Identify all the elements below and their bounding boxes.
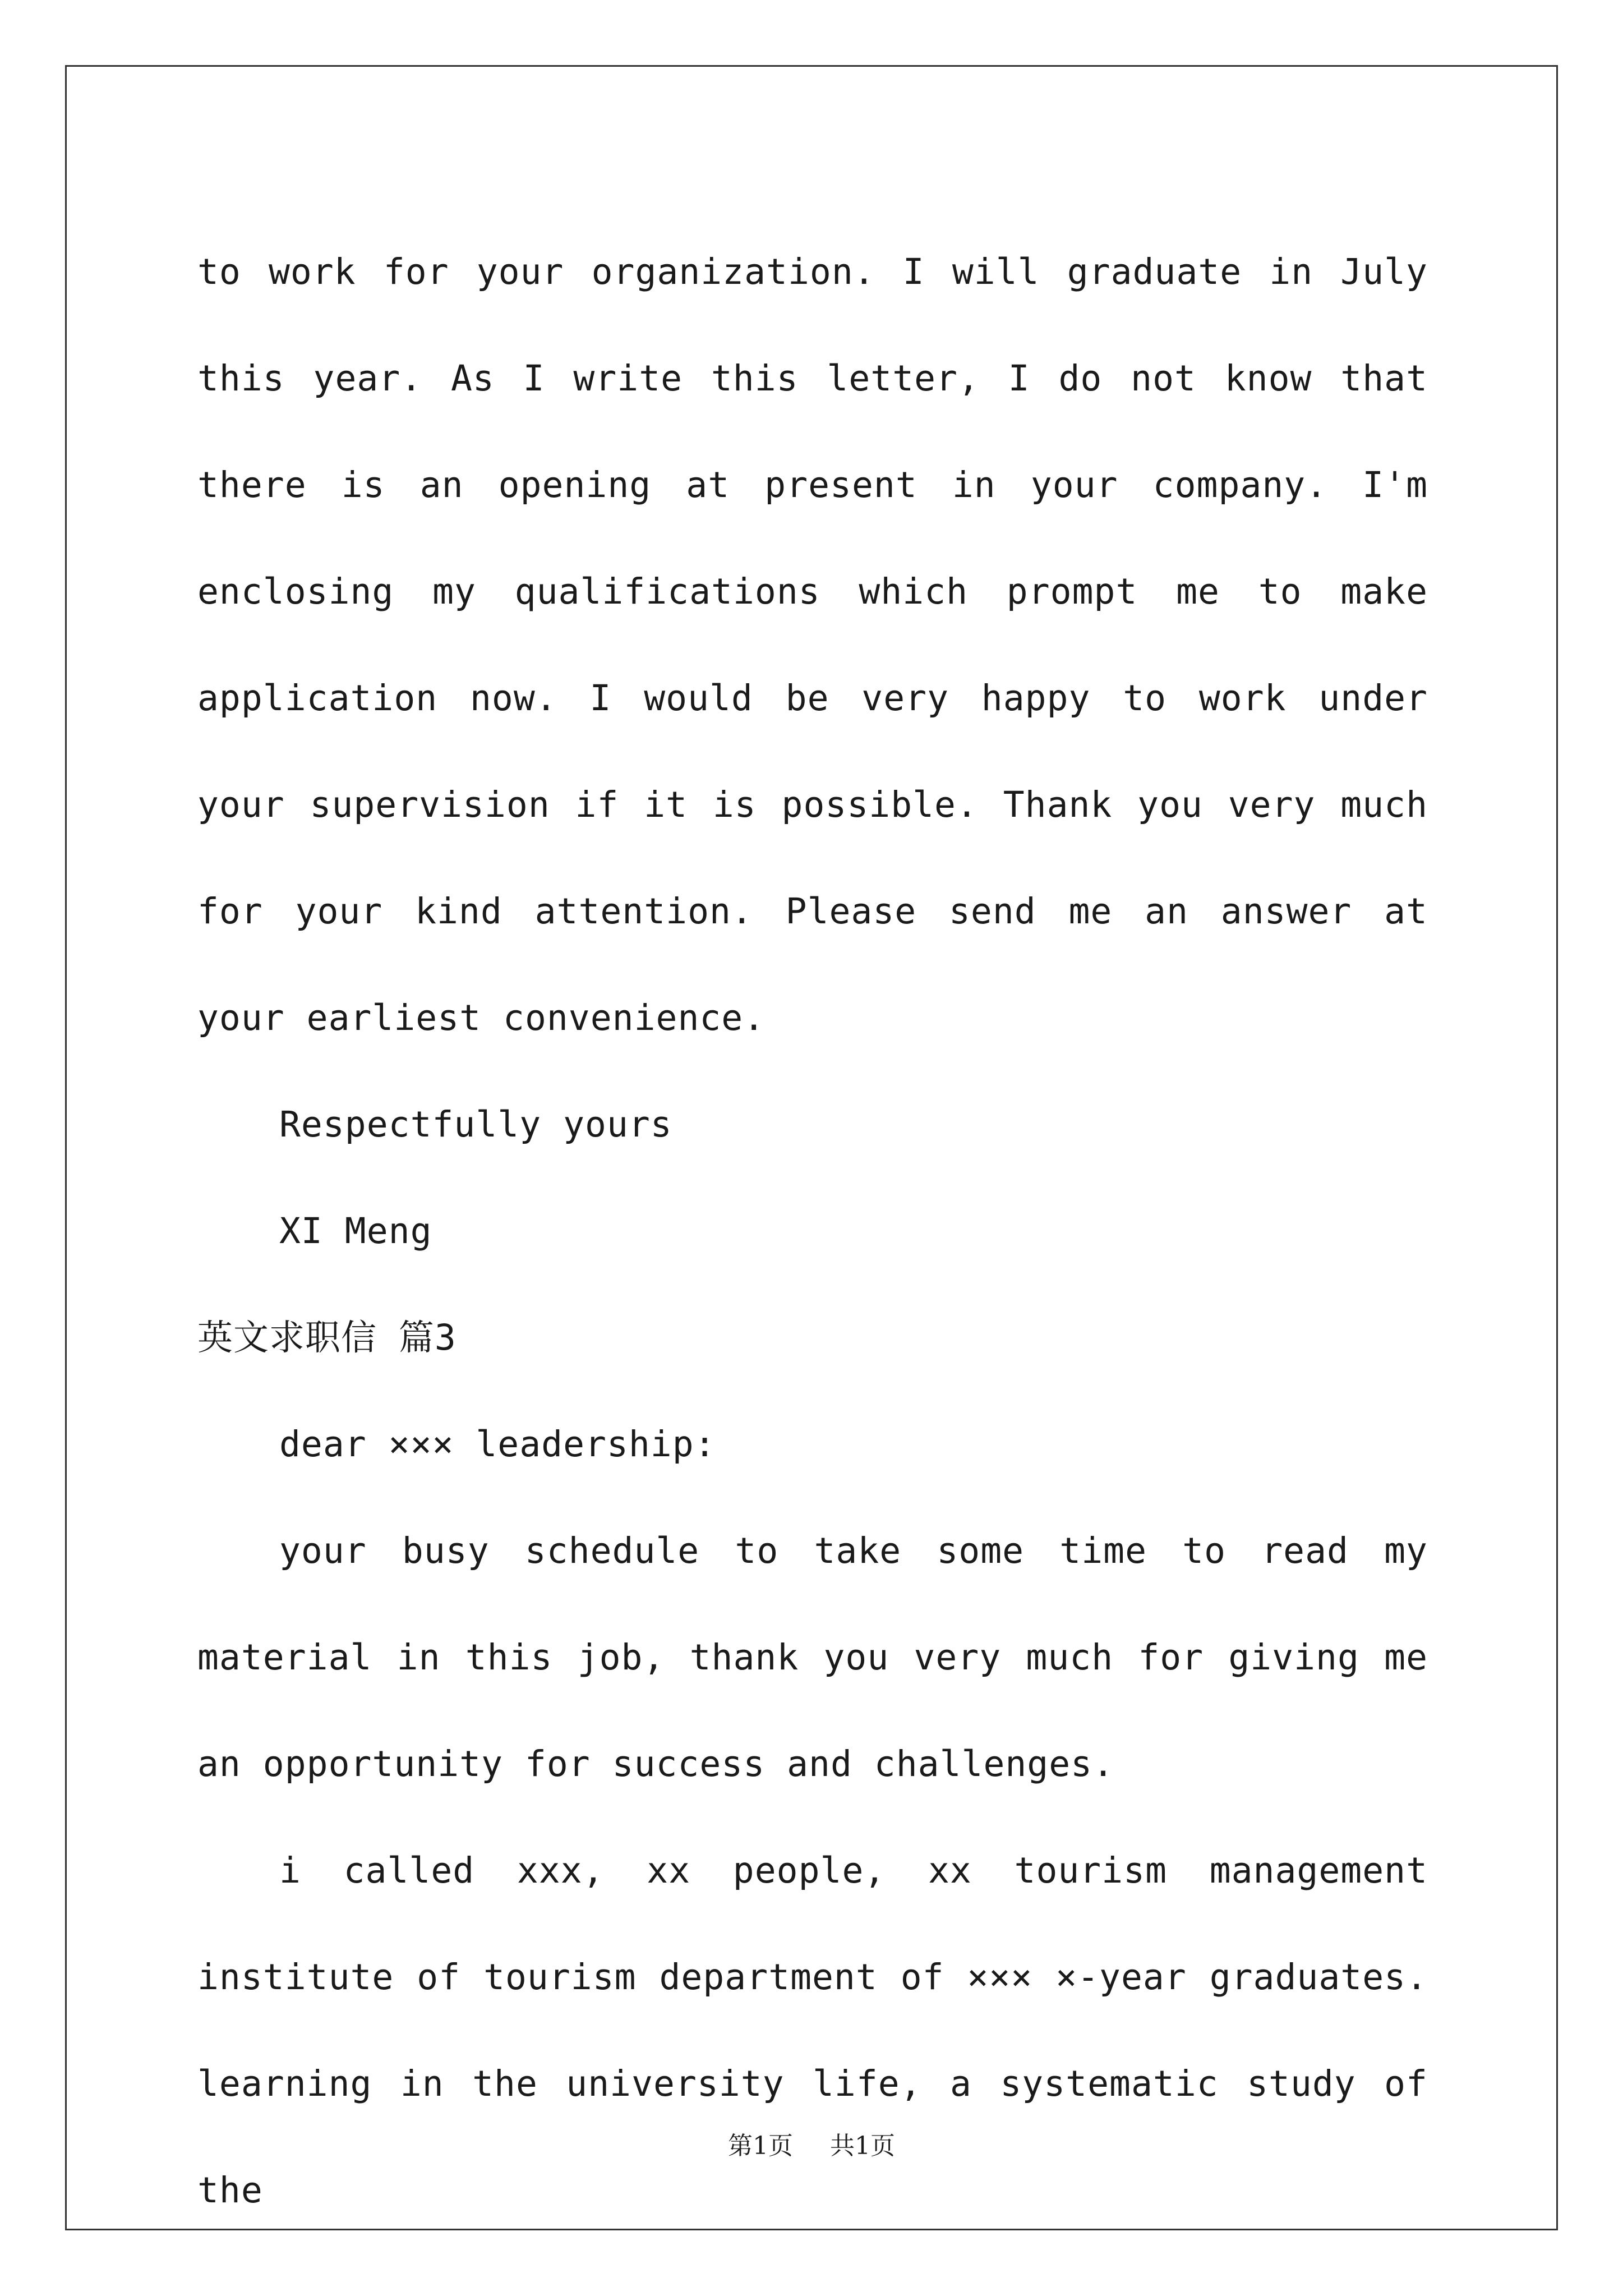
paragraph-letter-body: to work for your organization. I will graduate in July this year. As I write this letter, I do not know that there is an opening at present in your company. I'm enclosing my qualifications which prompt me to make application now. I would be very happy to work under your supervision if it is possible. Thank you very much for your kind attention. Please send me an answer at your earliest convenience.	[197, 251, 1428, 1038]
paragraph-intro: your busy schedule to take some time to read my material in this job, thank you very much for giving me an opportunity for success and challenges.	[197, 1530, 1428, 1784]
paragraph-salutation: dear ××× leadership:	[279, 1424, 716, 1465]
paragraph-self-introduction: i called xxx, xx people, xx tourism management institute of tourism department of ××× ×-year graduates. learning in the university life, a systematic study of the	[197, 1850, 1428, 2211]
page-number: 第1页	[728, 2132, 793, 2160]
page-footer	[0, 2129, 1623, 2163]
paragraph-closing: Respectfully yours	[279, 1104, 672, 1145]
page-total: 共1页	[830, 2132, 895, 2160]
section-heading: 英文求职信 篇3	[197, 1317, 457, 1358]
paragraph-signature: XI Meng	[279, 1211, 432, 1251]
document-body	[197, 219, 1428, 2244]
